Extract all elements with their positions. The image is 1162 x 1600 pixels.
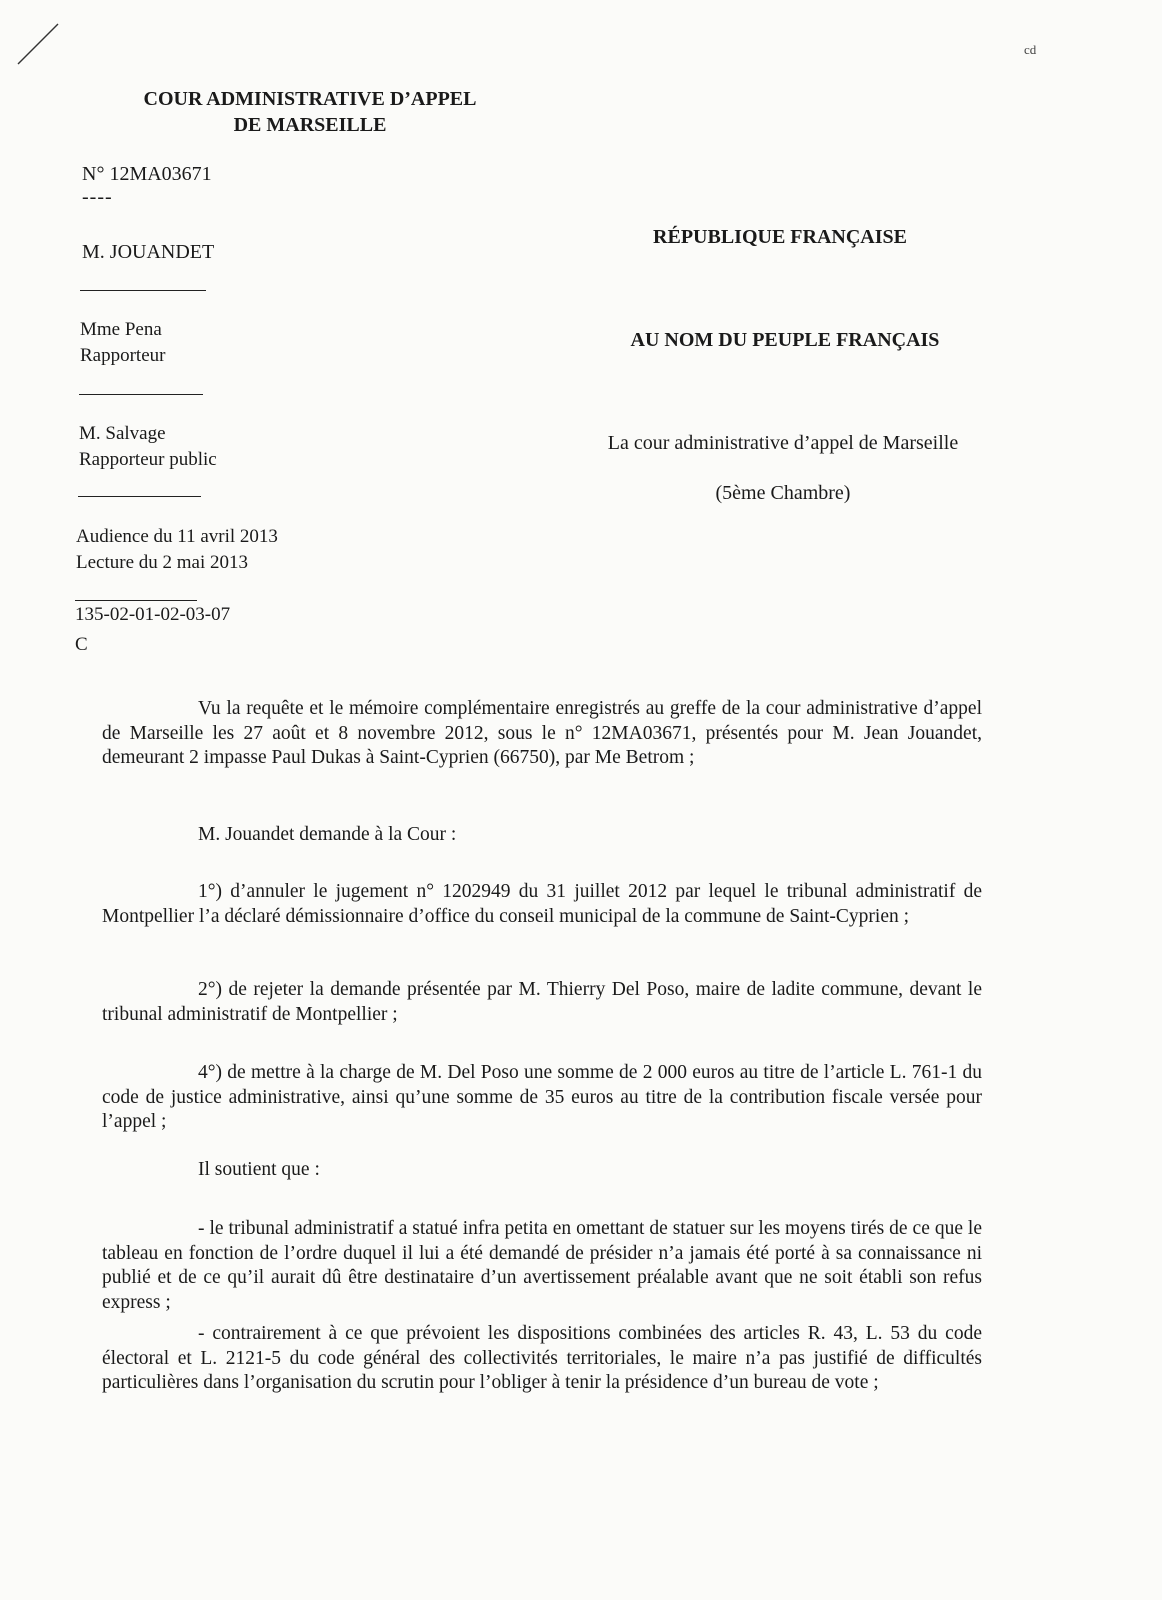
case-dashes: ---- [82,186,113,208]
paragraph-text: - contrairement à ce que prévoient les dispositions combinées des articles R. 43, L. 53 du code électoral et L. 2121-5 du code général des collectivités territoriales, le maire n’a pas justifié de difficultés particulières dans l’organisation du scrutin pour l’obliger à tenir la présidence d’un bureau de vote ; [102,1323,982,1393]
corner-mark: cd [1024,42,1037,57]
court-phrase: La cour administrative d’appel de Marseille [607,432,959,454]
paragraph-argument-2 [102,1322,982,1396]
paragraph-demand-intro [102,823,982,848]
court-name-line1: COUR ADMINISTRATIVE D’APPEL [143,88,477,110]
people-heading: AU NOM DU PEUPLE FRANÇAIS [630,329,940,351]
paragraph-point-4 [102,1061,982,1135]
publication-code: C [75,634,88,655]
separator-rule [75,600,197,601]
chamber: (5ème Chambre) [715,482,851,504]
paragraph-text: - le tribunal administratif a statué infra petita en omettant de statuer sur les moyens tirés de ce que le tableau en fonction de l’ordre duquel il lui a été demandé de présider n’a jamais été porté à sa connaissance ni publié et de ce qu’il aurait dû être destinataire d’un avertissement préalable avant que ne soit établi son refus express ; [102,1218,982,1313]
paragraph-text: Vu la requête et le mémoire complémentaire enregistrés au greffe de la cour administrative d’appel de Marseille les 27 août et 8 novembre 2012, sous le n° 12MA03671, présentés pour M. Jean Jouandet, demeurant 2 impasse Paul Dukas à Saint-Cyprien (66750), par Me Betrom ; [102,698,982,768]
separator-rule [79,394,203,395]
paragraph-request [102,697,982,771]
party-name: M. JOUANDET [82,241,215,263]
hearing-date: Audience du 11 avril 2013 [76,526,278,547]
paragraph-text: 1°) d’annuler le jugement n° 1202949 du 31 juillet 2012 par lequel le tribunal administratif de Montpellier l’a déclaré démissionnaire d’office du conseil municipal de la commune de Saint-Cyprien ; [102,881,982,927]
paragraph-text: 2°) de rejeter la demande présentée par M. Thierry Del Poso, maire de ladite commune, devant le tribunal administratif de Montpellier ; [102,979,982,1025]
paragraph-point-2 [102,978,982,1027]
paragraph-text: 4°) de mettre à la charge de M. Del Poso une somme de 2 000 euros au titre de l’article L. 761-1 du code de justice administrative, ainsi qu’une somme de 35 euros au titre de la contribution fiscale versée pour l’appel ; [102,1062,982,1132]
reading-date: Lecture du 2 mai 2013 [76,552,249,573]
separator-rule [78,496,201,497]
public-rapporteur-name: M. Salvage [79,423,166,444]
case-number: N° 12MA03671 [82,163,212,185]
paragraph-arguments-intro [102,1158,982,1183]
court-name-line2: DE MARSEILLE [233,114,387,136]
classification-code: 135-02-01-02-03-07 [75,604,231,625]
paragraph-text: Il soutient que : [198,1159,320,1180]
paragraph-point-1 [102,880,982,929]
rapporteur-name: Mme Pena [80,319,162,340]
paragraph-argument-1 [102,1217,982,1315]
rapporteur-role: Rapporteur [80,345,166,366]
paragraph-text: M. Jouandet demande à la Cour : [198,824,457,845]
public-rapporteur-role: Rapporteur public [79,449,217,470]
separator-rule [80,290,206,291]
pen-stroke-mark [14,22,62,68]
republic-heading: RÉPUBLIQUE FRANÇAISE [653,226,907,248]
